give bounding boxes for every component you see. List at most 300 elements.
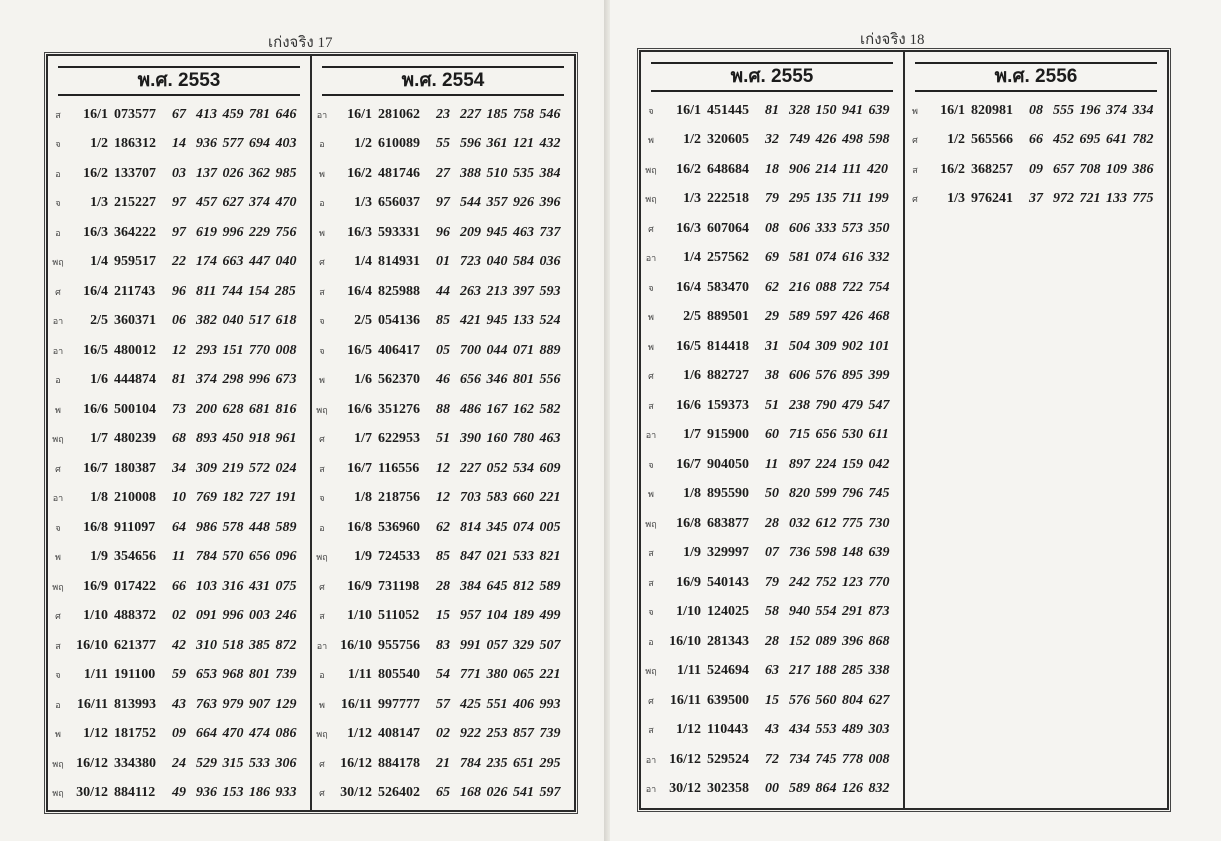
draw-date: 1/2 [683, 132, 701, 148]
draw-row [312, 425, 574, 455]
draw-date: 1/12 [676, 722, 701, 738]
two-digit-number: 66 [1029, 132, 1043, 148]
two-digit-number: 02 [172, 608, 186, 624]
draw-weekday: พ [55, 404, 61, 415]
first-prize-number: 133707 [114, 165, 156, 181]
first-prize-number: 481746 [378, 165, 420, 181]
two-digit-number: 23 [436, 106, 450, 122]
draw-date: 1/3 [947, 191, 965, 207]
draw-row [312, 100, 574, 130]
draw-weekday: จ [55, 198, 61, 209]
three-digit-numbers: 972 721 133 775 [1053, 191, 1154, 207]
three-digit-numbers: 820 599 796 745 [789, 486, 890, 502]
first-prize-number: 281343 [707, 633, 749, 649]
draw-row [312, 572, 574, 602]
three-digit-numbers: 606 576 895 399 [789, 368, 890, 384]
first-prize-number: 218756 [378, 490, 420, 506]
draw-weekday: ศ [319, 257, 325, 268]
draw-date: 16/2 [347, 165, 372, 181]
year-title: พ.ศ. 2556 [915, 62, 1157, 92]
draw-row [641, 96, 903, 126]
draw-date: 1/8 [90, 490, 108, 506]
draw-row [312, 307, 574, 337]
draw-weekday: พ [319, 227, 325, 238]
first-prize-number: 997777 [378, 696, 420, 712]
three-digit-numbers: 606 333 573 350 [789, 220, 890, 236]
draw-weekday: พฤ [316, 729, 328, 740]
draw-weekday: ศ [319, 434, 325, 445]
three-digit-numbers: 382 040 517 618 [196, 313, 297, 329]
draw-weekday: อ [319, 198, 325, 209]
three-digit-numbers: 242 752 123 770 [789, 574, 890, 590]
two-digit-number: 79 [765, 574, 779, 590]
draw-date: 16/11 [669, 692, 701, 708]
three-digit-numbers: 715 656 530 611 [789, 427, 889, 443]
draw-date: 1/12 [83, 726, 108, 742]
two-digit-number: 81 [172, 372, 186, 388]
draw-row [48, 661, 310, 691]
draw-date: 1/9 [683, 545, 701, 561]
draw-weekday: พฤ [52, 788, 64, 799]
first-prize-number: 257562 [707, 250, 749, 266]
three-digit-numbers: 032 612 775 730 [789, 515, 890, 531]
first-prize-number: 054136 [378, 313, 420, 329]
first-prize-number: 480012 [114, 342, 156, 358]
three-digit-numbers: 653 968 801 739 [196, 667, 297, 683]
draw-date: 16/11 [76, 696, 108, 712]
three-digit-numbers: 703 583 660 221 [460, 490, 561, 506]
draw-row [312, 631, 574, 661]
three-digit-numbers: 576 560 804 627 [789, 692, 890, 708]
draw-weekday: พฤ [52, 758, 64, 769]
draw-weekday: ส [319, 286, 325, 297]
results-frame-left [46, 54, 576, 812]
draw-weekday: ศ [648, 223, 654, 234]
three-digit-numbers: 227 052 534 609 [460, 460, 561, 476]
two-digit-number: 51 [765, 397, 779, 413]
draw-date: 1/11 [347, 667, 372, 683]
draw-weekday: พฤ [645, 518, 657, 529]
three-digit-numbers: 723 040 584 036 [460, 254, 561, 270]
draw-row [641, 391, 903, 421]
first-prize-number: 562370 [378, 372, 420, 388]
three-digit-numbers: 413 459 781 646 [196, 106, 297, 122]
two-digit-number: 49 [172, 785, 186, 801]
draw-weekday: พ [648, 341, 654, 352]
draw-date: 16/1 [940, 102, 965, 118]
two-digit-number: 79 [765, 191, 779, 207]
first-prize-number: 186312 [114, 136, 156, 152]
three-digit-numbers: 091 996 003 246 [196, 608, 297, 624]
two-digit-number: 83 [436, 637, 450, 653]
draw-weekday: อา [316, 640, 328, 651]
draw-row [641, 745, 903, 775]
first-prize-number: 073577 [114, 106, 156, 122]
draw-row [312, 218, 574, 248]
draw-row [48, 100, 310, 130]
first-prize-number: 281062 [378, 106, 420, 122]
draw-date: 16/8 [676, 515, 701, 531]
two-digit-number: 38 [765, 368, 779, 384]
two-digit-number: 28 [765, 633, 779, 649]
year-title: พ.ศ. 2553 [58, 66, 300, 96]
draw-date: 1/10 [347, 608, 372, 624]
draw-weekday: พฤ [316, 404, 328, 415]
draw-weekday: จ [648, 282, 654, 293]
draw-weekday: จ [319, 316, 325, 327]
draw-row [48, 336, 310, 366]
draw-row [312, 749, 574, 779]
draw-date: 16/3 [83, 224, 108, 240]
draw-date: 1/6 [90, 372, 108, 388]
draw-row [641, 303, 903, 333]
first-prize-number: 181752 [114, 726, 156, 742]
first-prize-number: 211743 [114, 283, 156, 299]
three-digit-numbers: 619 996 229 756 [196, 224, 297, 240]
three-digit-numbers: 384 645 812 589 [460, 578, 561, 594]
draw-date: 1/7 [90, 431, 108, 447]
first-prize-number: 116556 [378, 460, 420, 476]
draw-row [312, 543, 574, 573]
two-digit-number: 55 [436, 136, 450, 152]
draw-weekday: อา [52, 493, 64, 504]
three-digit-numbers: 200 628 681 816 [196, 401, 297, 417]
draw-row [312, 484, 574, 514]
draw-weekday: อา [52, 316, 64, 327]
three-digit-numbers: 736 598 148 639 [789, 545, 890, 561]
two-digit-number: 21 [436, 755, 450, 771]
draw-row [48, 602, 310, 632]
draw-row [641, 421, 903, 451]
draw-row [641, 244, 903, 274]
two-digit-number: 37 [1029, 191, 1043, 207]
two-digit-number: 09 [172, 726, 186, 742]
three-digit-numbers: 991 057 329 507 [460, 637, 561, 653]
first-prize-number: 526402 [378, 785, 420, 801]
three-digit-numbers: 168 026 541 597 [460, 785, 561, 801]
draw-row [641, 450, 903, 480]
first-prize-number: 959517 [114, 254, 156, 270]
first-prize-number: 814931 [378, 254, 420, 270]
two-digit-number: 01 [436, 254, 450, 270]
draw-date: 16/7 [347, 460, 372, 476]
three-digit-numbers: 504 309 902 101 [789, 338, 890, 354]
draw-row [641, 273, 903, 303]
first-prize-number: 302358 [707, 781, 749, 797]
draw-row [641, 539, 903, 569]
draw-list [48, 100, 310, 808]
two-digit-number: 06 [172, 313, 186, 329]
draw-row [641, 185, 903, 215]
draw-date: 16/4 [83, 283, 108, 299]
first-prize-number: 511052 [378, 608, 420, 624]
three-digit-numbers: 216 088 722 754 [789, 279, 890, 295]
draw-row [905, 185, 1167, 215]
draw-weekday: จ [648, 459, 654, 470]
first-prize-number: 215227 [114, 195, 156, 211]
draw-date: 16/1 [676, 102, 701, 118]
first-prize-number: 639500 [707, 692, 749, 708]
draw-weekday: จ [648, 607, 654, 618]
three-digit-numbers: 664 470 474 086 [196, 726, 297, 742]
first-prize-number: 724533 [378, 549, 420, 565]
draw-date: 2/5 [683, 309, 701, 325]
first-prize-number: 180387 [114, 460, 156, 476]
first-prize-number: 955756 [378, 637, 420, 653]
draw-date: 1/10 [676, 604, 701, 620]
draw-weekday: จ [55, 670, 61, 681]
three-digit-numbers: 847 021 533 821 [460, 549, 561, 565]
first-prize-number: 329997 [707, 545, 749, 561]
draw-date: 1/11 [83, 667, 108, 683]
draw-date: 1/2 [354, 136, 372, 152]
draw-weekday: พฤ [316, 552, 328, 563]
two-digit-number: 22 [172, 254, 186, 270]
two-digit-number: 96 [172, 283, 186, 299]
two-digit-number: 14 [172, 136, 186, 152]
two-digit-number: 11 [172, 549, 186, 565]
draw-weekday: พฤ [645, 164, 657, 175]
draw-weekday: อา [316, 109, 328, 120]
draw-row [312, 779, 574, 809]
draw-date: 1/7 [683, 427, 701, 443]
draw-weekday: พ [55, 552, 61, 563]
first-prize-number: 500104 [114, 401, 156, 417]
two-digit-number: 50 [765, 486, 779, 502]
draw-row [312, 336, 574, 366]
draw-row [312, 189, 574, 219]
first-prize-number: 882727 [707, 368, 749, 384]
three-digit-numbers: 940 554 291 873 [789, 604, 890, 620]
two-digit-number: 85 [436, 549, 450, 565]
first-prize-number: 593331 [378, 224, 420, 240]
first-prize-number: 805540 [378, 667, 420, 683]
draw-date: 16/6 [676, 397, 701, 413]
two-digit-number: 15 [436, 608, 450, 624]
draw-date: 1/8 [683, 486, 701, 502]
draw-date: 30/12 [76, 785, 108, 801]
first-prize-number: 222518 [707, 191, 749, 207]
draw-date: 1/11 [676, 663, 701, 679]
two-digit-number: 46 [436, 372, 450, 388]
three-digit-numbers: 388 510 535 384 [460, 165, 561, 181]
draw-row [641, 686, 903, 716]
first-prize-number: 524694 [707, 663, 749, 679]
page-header-left: เก่งจริง 17 [268, 35, 333, 51]
draw-weekday: อา [645, 784, 657, 795]
draw-date: 16/7 [676, 456, 701, 472]
year-column [310, 56, 574, 810]
draw-row [312, 602, 574, 632]
draw-weekday: ส [319, 463, 325, 474]
draw-date: 1/6 [683, 368, 701, 384]
first-prize-number: 334380 [114, 755, 156, 771]
draw-weekday: พฤ [52, 257, 64, 268]
page-header-right: เก่งจริง 18 [860, 32, 925, 48]
two-digit-number: 73 [172, 401, 186, 417]
first-prize-number: 124025 [707, 604, 749, 620]
first-prize-number: 656037 [378, 195, 420, 211]
two-digit-number: 03 [172, 165, 186, 181]
two-digit-number: 62 [436, 519, 450, 535]
draw-date: 16/5 [83, 342, 108, 358]
draw-row [641, 568, 903, 598]
draw-row [905, 126, 1167, 156]
two-digit-number: 18 [765, 161, 779, 177]
three-digit-numbers: 227 185 758 546 [460, 106, 561, 122]
three-digit-numbers: 152 089 396 868 [789, 633, 890, 649]
draw-weekday: จ [319, 493, 325, 504]
draw-weekday: พฤ [645, 194, 657, 205]
draw-row [641, 657, 903, 687]
first-prize-number: 354656 [114, 549, 156, 565]
three-digit-numbers: 749 426 498 598 [789, 132, 890, 148]
draw-date: 2/5 [90, 313, 108, 329]
two-digit-number: 97 [172, 224, 186, 240]
two-digit-number: 81 [765, 102, 779, 118]
first-prize-number: 451445 [707, 102, 749, 118]
three-digit-numbers: 656 346 801 556 [460, 372, 561, 388]
draw-date: 16/2 [83, 165, 108, 181]
two-digit-number: 28 [436, 578, 450, 594]
first-prize-number: 825988 [378, 283, 420, 299]
year-title: พ.ศ. 2555 [651, 62, 893, 92]
draw-row [641, 155, 903, 185]
two-digit-number: 67 [172, 106, 186, 122]
two-digit-number: 12 [436, 460, 450, 476]
draw-weekday: ส [319, 611, 325, 622]
draw-weekday: จ [319, 345, 325, 356]
draw-date: 1/3 [90, 195, 108, 211]
two-digit-number: 43 [765, 722, 779, 738]
three-digit-numbers: 734 745 778 008 [789, 751, 890, 767]
two-digit-number: 57 [436, 696, 450, 712]
draw-row [641, 775, 903, 805]
draw-row [48, 749, 310, 779]
two-digit-number: 34 [172, 460, 186, 476]
draw-weekday: ส [912, 164, 918, 175]
draw-weekday: อ [319, 139, 325, 150]
first-prize-number: 110443 [707, 722, 749, 738]
draw-row [641, 627, 903, 657]
draw-weekday: อ [319, 670, 325, 681]
first-prize-number: 408147 [378, 726, 420, 742]
draw-weekday: ศ [55, 611, 61, 622]
first-prize-number: 889501 [707, 309, 749, 325]
draw-weekday: พ [648, 135, 654, 146]
two-digit-number: 96 [436, 224, 450, 240]
three-digit-numbers: 293 151 770 008 [196, 342, 297, 358]
draw-row [48, 779, 310, 809]
draw-weekday: ศ [55, 286, 61, 297]
first-prize-number: 904050 [707, 456, 749, 472]
year-column [641, 52, 903, 808]
two-digit-number: 12 [172, 342, 186, 358]
draw-date: 16/10 [76, 637, 108, 653]
draw-weekday: ส [55, 109, 61, 120]
two-digit-number: 66 [172, 578, 186, 594]
first-prize-number: 320605 [707, 132, 749, 148]
results-frame-right [639, 50, 1169, 810]
draw-weekday: ศ [319, 581, 325, 592]
three-digit-numbers: 581 074 616 332 [789, 250, 890, 266]
draw-row [641, 126, 903, 156]
three-digit-numbers: 390 160 780 463 [460, 431, 561, 447]
two-digit-number: 07 [765, 545, 779, 561]
three-digit-numbers: 784 570 656 096 [196, 549, 297, 565]
draw-row [312, 661, 574, 691]
two-digit-number: 12 [436, 490, 450, 506]
draw-list [312, 100, 574, 808]
draw-date: 16/12 [669, 751, 701, 767]
draw-date: 16/3 [347, 224, 372, 240]
draw-weekday: พฤ [52, 434, 64, 445]
first-prize-number: 540143 [707, 574, 749, 590]
draw-row [48, 130, 310, 160]
two-digit-number: 10 [172, 490, 186, 506]
first-prize-number: 536960 [378, 519, 420, 535]
draw-row [312, 720, 574, 750]
draw-date: 2/5 [354, 313, 372, 329]
first-prize-number: 610089 [378, 136, 420, 152]
draw-weekday: พ [319, 375, 325, 386]
draw-date: 1/2 [90, 136, 108, 152]
first-prize-number: 911097 [114, 519, 156, 535]
three-digit-numbers: 771 380 065 221 [460, 667, 561, 683]
draw-row [48, 513, 310, 543]
draw-date: 16/6 [347, 401, 372, 417]
two-digit-number: 54 [436, 667, 450, 683]
year-column [903, 52, 1167, 808]
three-digit-numbers: 174 663 447 040 [196, 254, 297, 270]
draw-date: 1/6 [354, 372, 372, 388]
draw-weekday: จ [55, 522, 61, 533]
first-prize-number: 915900 [707, 427, 749, 443]
first-prize-number: 583470 [707, 279, 749, 295]
draw-row [641, 214, 903, 244]
draw-weekday: ส [648, 400, 654, 411]
draw-date: 16/1 [83, 106, 108, 122]
draw-weekday: พ [319, 168, 325, 179]
draw-row [48, 248, 310, 278]
draw-weekday: พฤ [52, 581, 64, 592]
draw-row [48, 307, 310, 337]
draw-row [312, 277, 574, 307]
three-digit-numbers: 457 627 374 470 [196, 195, 297, 211]
draw-weekday: จ [648, 105, 654, 116]
draw-date: 16/9 [347, 578, 372, 594]
draw-row [48, 277, 310, 307]
draw-date: 16/1 [347, 106, 372, 122]
draw-row [312, 454, 574, 484]
three-digit-numbers: 486 167 162 582 [460, 401, 561, 417]
draw-row [312, 395, 574, 425]
draw-row [48, 366, 310, 396]
draw-weekday: พ [55, 729, 61, 740]
first-prize-number: 622953 [378, 431, 420, 447]
three-digit-numbers: 893 450 918 961 [196, 431, 297, 447]
three-digit-numbers: 421 945 133 524 [460, 313, 561, 329]
two-digit-number: 44 [436, 283, 450, 299]
first-prize-number: 360371 [114, 313, 156, 329]
first-prize-number: 648684 [707, 161, 749, 177]
two-digit-number: 05 [436, 342, 450, 358]
draw-date: 16/9 [676, 574, 701, 590]
draw-weekday: พ [319, 699, 325, 710]
three-digit-numbers: 103 316 431 075 [196, 578, 297, 594]
three-digit-numbers: 763 979 907 129 [196, 696, 297, 712]
year-title: พ.ศ. 2554 [322, 66, 564, 96]
